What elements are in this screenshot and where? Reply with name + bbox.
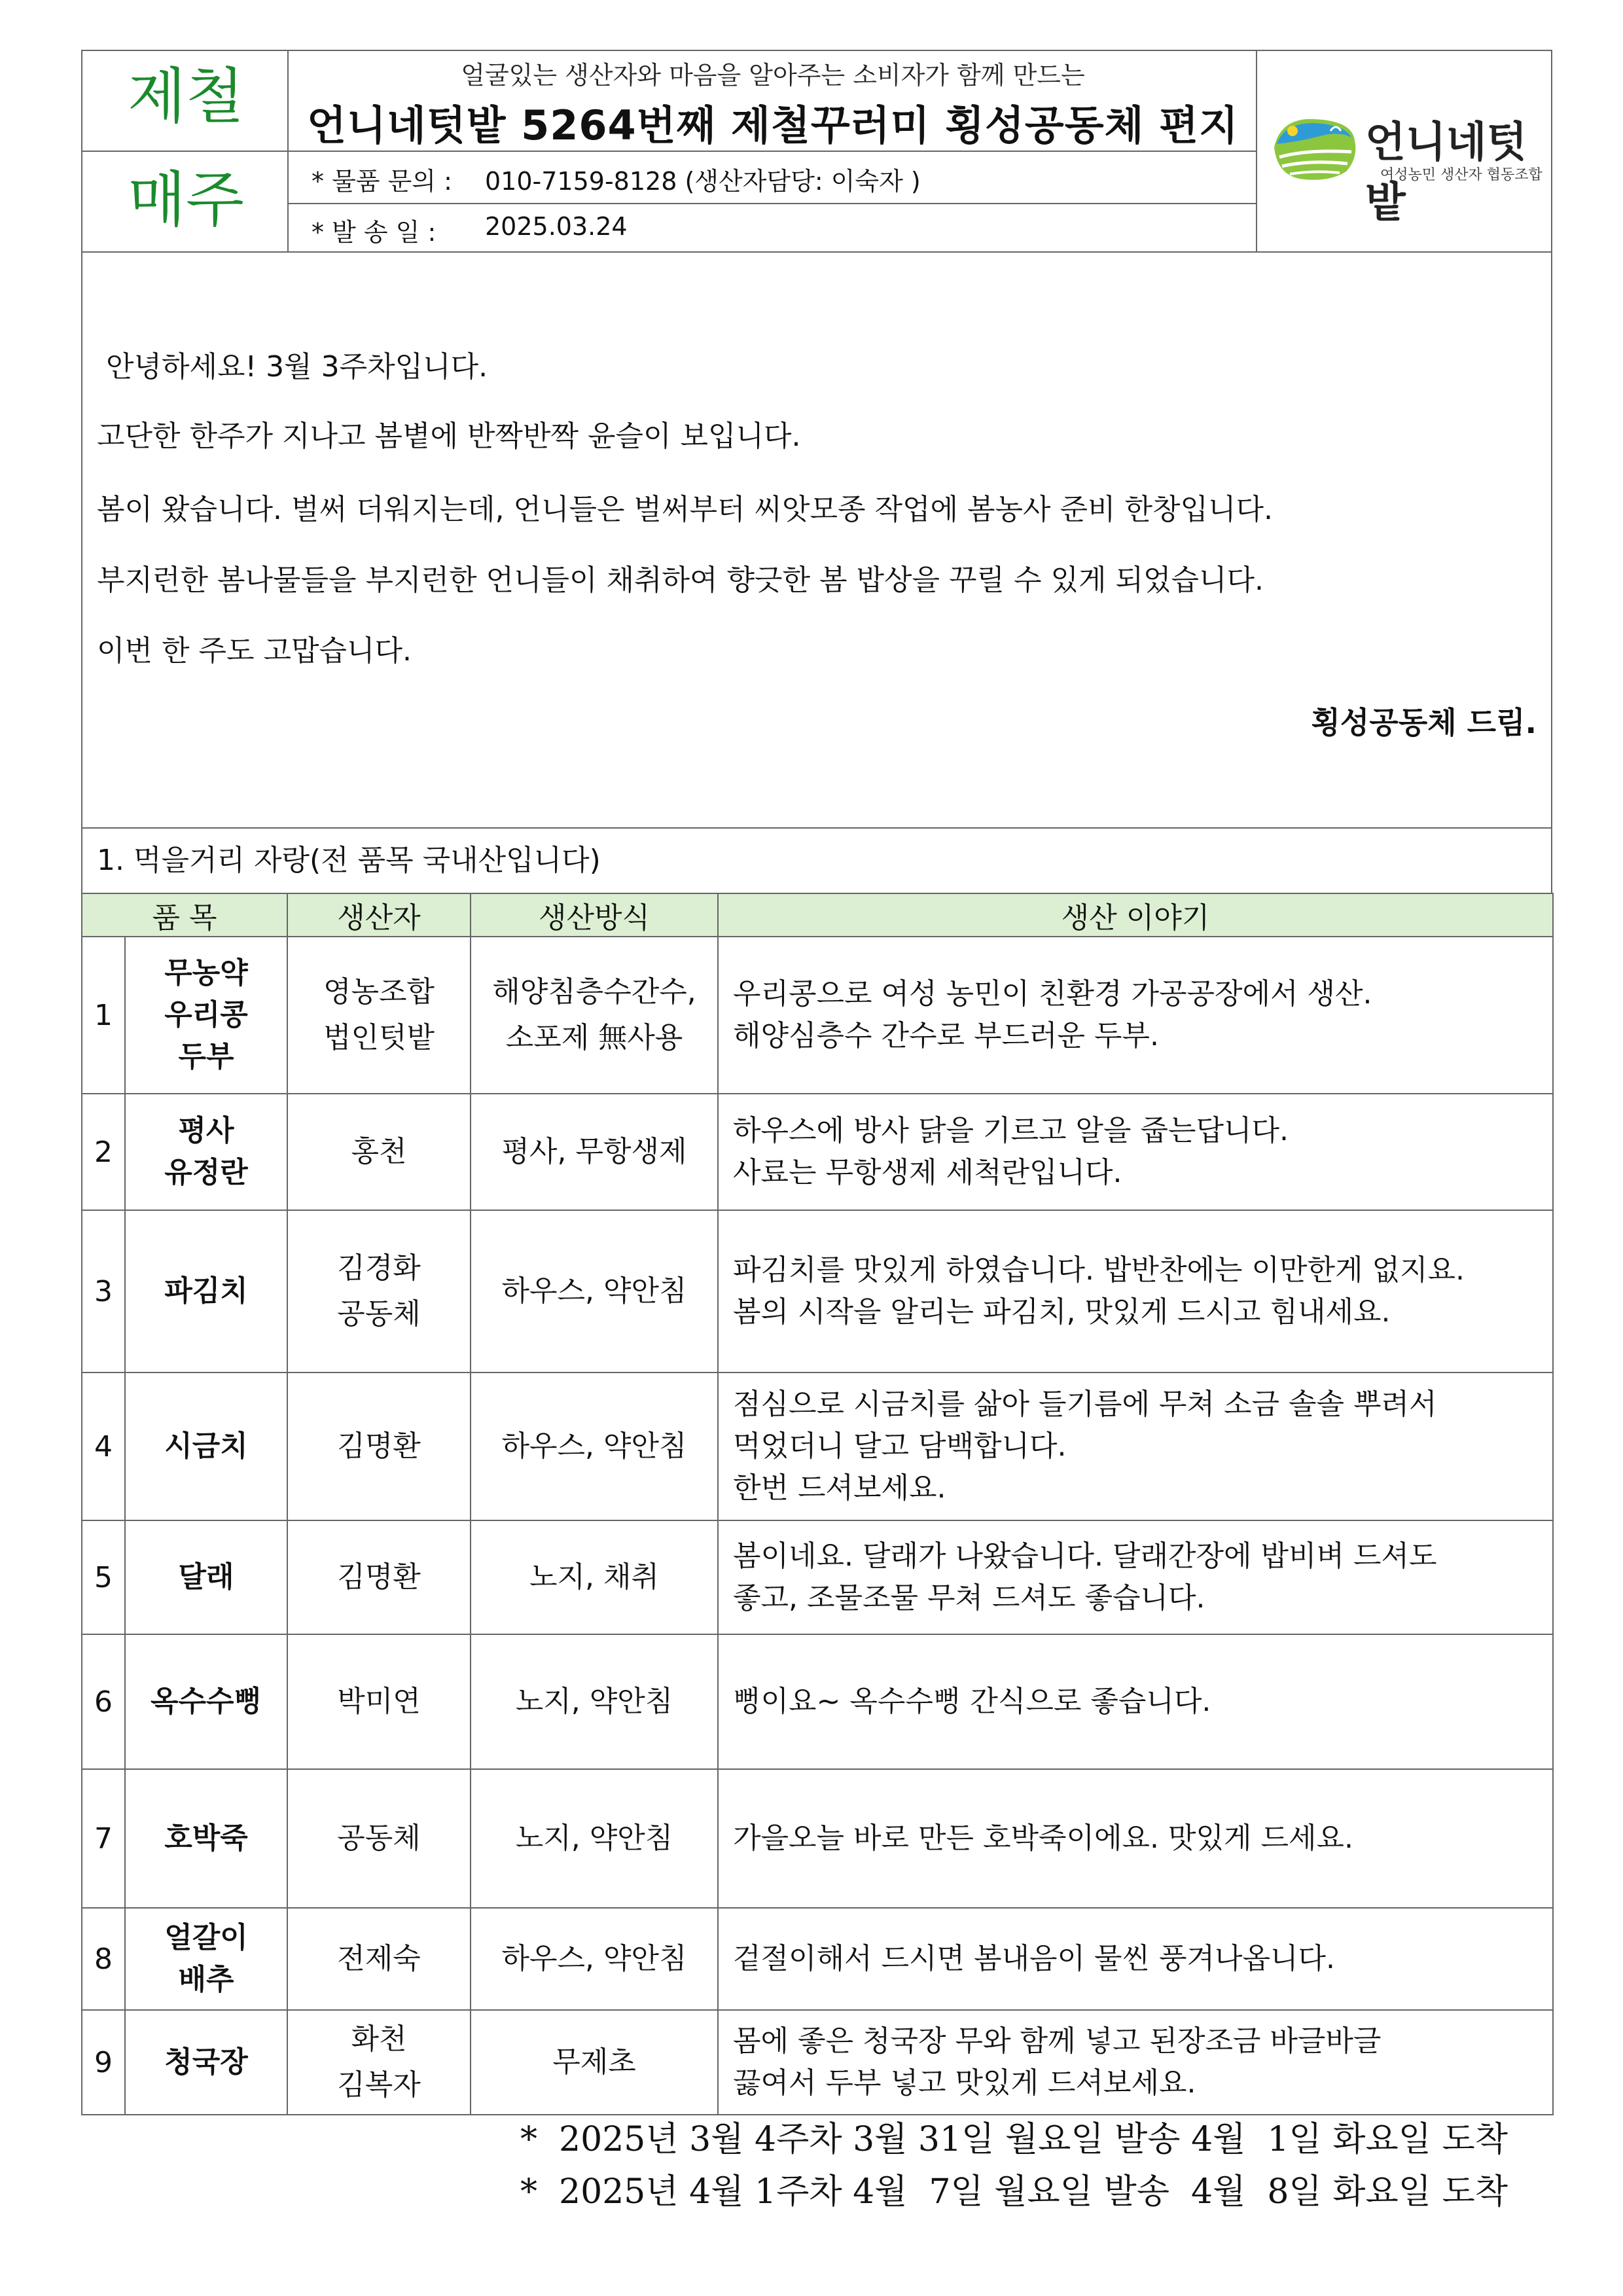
letter-signoff: 횡성공동체 드림.: [1311, 705, 1537, 740]
row-number: 9: [82, 2010, 125, 2115]
badge-bottom: 매주: [128, 165, 244, 235]
row-number: 5: [82, 1520, 125, 1634]
table-row: [82, 1094, 1553, 1210]
item-name: [125, 1634, 287, 1769]
method-line: 해양침층수간수,: [492, 975, 696, 1009]
story-line: 좋고, 조물조물 무쳐 드셔도 좋습니다.: [733, 1581, 1205, 1615]
item-name-line: 얼갈이: [164, 1921, 248, 1955]
item-name: [125, 1094, 287, 1210]
item-name: [125, 1210, 287, 1372]
producer: [287, 1210, 471, 1372]
story-line: 봄의 시작을 알리는 파김치, 맛있게 드시고 힘내세요.: [733, 1295, 1391, 1329]
story-line: 겉절이해서 드시면 봄내음이 물씬 풍겨나옵니다.: [733, 1942, 1336, 1976]
story-line: 파김치를 맛있게 하였습니다. 밥반찬에는 이만한게 없지요.: [733, 1253, 1465, 1287]
goods-table: [81, 893, 1554, 2115]
method-line: 하우스, 약안침: [501, 1274, 687, 1308]
item-name: [125, 2010, 287, 2115]
producer-line: 홍천: [351, 1134, 407, 1168]
letter-header: [81, 50, 1552, 253]
column-header-story: 생산 이야기: [718, 893, 1553, 937]
item-name-line: 파김치: [164, 1274, 248, 1308]
letter-body: [81, 253, 1552, 829]
producer-line: 김경화: [337, 1251, 421, 1285]
production-story: [718, 1769, 1553, 1908]
method-line: 노지, 약안침: [515, 1684, 673, 1718]
story-line: 한번 드셔보세요.: [733, 1471, 946, 1505]
producer-line: 화천: [351, 2022, 407, 2056]
producer: [287, 1372, 471, 1520]
production-story: [718, 1372, 1553, 1520]
producer: [287, 1520, 471, 1634]
item-name-line: 우리콩: [164, 998, 248, 1032]
badge-top: 제철: [128, 62, 244, 132]
row-number: 6: [82, 1634, 125, 1769]
table-row: [82, 1634, 1553, 1769]
production-method: [471, 937, 718, 1094]
item-name-line: 호박죽: [164, 1821, 248, 1856]
production-method: [471, 1769, 718, 1908]
ship-date-value: 2025.03.24: [485, 212, 628, 241]
producer-line: 법인텃밭: [323, 1021, 435, 1054]
story-line: 해양심층수 간수로 부드러운 두부.: [733, 1019, 1159, 1052]
story-line: 봄이네요. 달래가 나왔습니다. 달래간장에 밥비벼 드셔도: [733, 1539, 1437, 1573]
producer-line: 공동체: [337, 1297, 421, 1331]
column-header-item: 품 목: [82, 893, 287, 937]
logo-subtitle: 여성농민 생산자 협동조합: [1380, 167, 1543, 183]
inquiry-value: 010-7159-8128 (생산자담당: 이숙자 ): [485, 167, 921, 196]
producer-line: 전제숙: [337, 1941, 421, 1975]
producer: [287, 1908, 471, 2010]
item-name: [125, 1908, 287, 2010]
field-logo-icon: [1268, 111, 1359, 183]
brand-logo: [1257, 51, 1553, 254]
producer-line: 김복자: [337, 2068, 421, 2102]
table-row: [82, 1372, 1553, 1520]
table-row: [82, 937, 1553, 1094]
producer-line: 김명환: [337, 1560, 421, 1594]
shipping-note: * 2025년 4월 1주차 4월 7일 월요일 발송 4월 8일 화요일 도착: [520, 2172, 1508, 2212]
row-number: 4: [82, 1372, 125, 1520]
story-line: 가을오늘 바로 만든 호박죽이에요. 맛있게 드세요.: [733, 1821, 1353, 1856]
table-row: [82, 1210, 1553, 1372]
row-number: 2: [82, 1094, 125, 1210]
method-line: 평사, 무항생제: [501, 1134, 687, 1168]
table-row: [82, 1520, 1553, 1634]
row-number: 7: [82, 1769, 125, 1908]
table-row: [82, 2010, 1553, 2115]
producer: [287, 2010, 471, 2115]
letter-line: 안녕하세요! 3월 3주차입니다.: [106, 350, 488, 384]
item-name-line: 유정란: [164, 1156, 248, 1189]
story-line: 뻥이요~ 옥수수뻥 간식으로 좋습니다.: [733, 1685, 1211, 1719]
production-story: [718, 2010, 1553, 2115]
method-line: 노지, 약안침: [515, 1821, 673, 1855]
item-name: [125, 937, 287, 1094]
story-line: 끓여서 두부 넣고 맛있게 드셔보세요.: [733, 2066, 1196, 2100]
method-line: 소포제 無사용: [505, 1021, 683, 1054]
production-story: [718, 1908, 1553, 2010]
item-name-line: 평사: [178, 1114, 234, 1148]
item-name-line: 달래: [178, 1560, 234, 1594]
item-name: [125, 1372, 287, 1520]
item-name-line: 청국장: [164, 2045, 248, 2079]
row-number: 3: [82, 1210, 125, 1372]
row-number: 8: [82, 1908, 125, 2010]
logo-name: 언니네텃밭: [1365, 118, 1527, 227]
production-method: [471, 1908, 718, 2010]
method-line: 하우스, 약안침: [501, 1429, 687, 1463]
column-header-producer: 생산자: [287, 893, 471, 937]
producer: [287, 1094, 471, 1210]
production-story: [718, 1210, 1553, 1372]
producer: [287, 1769, 471, 1908]
letter-line: 부지런한 봄나물들을 부지런한 언니들이 채취하여 향긋한 봄 밥상을 꾸릴 수 있게 되었습니다.: [97, 564, 1264, 597]
item-name-line: 옥수수뻥: [150, 1685, 262, 1719]
table-header-row: [82, 893, 1553, 937]
production-method: [471, 2010, 718, 2115]
header-subtitle: 얼굴있는 생산자와 마음을 알아주는 소비자가 함께 만드는: [461, 61, 1085, 90]
story-line: 우리콩으로 여성 농민이 친환경 가공공장에서 생산.: [733, 977, 1372, 1011]
production-story: [718, 1634, 1553, 1769]
section-title: 1. 먹을거리 자랑(전 품목 국내산입니다): [81, 829, 1552, 893]
table-row: [82, 1769, 1553, 1908]
shipping-note: * 2025년 3월 4주차 3월 31일 월요일 발송 4월 1일 화요일 도착: [520, 2120, 1508, 2159]
column-header-method: 생산방식: [471, 893, 718, 937]
letter-line: 고단한 한주가 지나고 봄볕에 반짝반짝 윤슬이 보입니다.: [97, 420, 801, 453]
inquiry-label: * 물품 문의 :: [312, 167, 452, 196]
producer-line: 공동체: [337, 1821, 421, 1855]
producer: [287, 937, 471, 1094]
table-row: [82, 1908, 1553, 2010]
production-story: [718, 937, 1553, 1094]
producer-line: 영농조합: [323, 975, 435, 1009]
letter-line: 봄이 왔습니다. 벌써 더워지는데, 언니들은 벌써부터 씨앗모종 작업에 봄농사 준비 한창입니다.: [97, 493, 1273, 526]
production-method: [471, 1372, 718, 1520]
producer-line: 김명환: [337, 1429, 421, 1463]
method-line: 노지, 채취: [529, 1560, 659, 1594]
production-method: [471, 1210, 718, 1372]
page-title: 언니네텃밭 5264번째 제철꾸러미 횡성공동체 편지: [307, 101, 1239, 149]
row-number: 1: [82, 937, 125, 1094]
method-line: 하우스, 약안침: [501, 1941, 687, 1975]
item-name: [125, 1769, 287, 1908]
item-name: [125, 1520, 287, 1634]
item-name-line: 두부: [178, 1039, 234, 1073]
production-story: [718, 1094, 1553, 1210]
story-line: 점심으로 시금치를 삶아 들기름에 무쳐 소금 솔솔 뿌려서: [733, 1388, 1437, 1422]
item-name-line: 시금치: [164, 1429, 248, 1463]
producer: [287, 1634, 471, 1769]
producer-line: 박미연: [337, 1684, 421, 1718]
item-name-line: 배추: [178, 1963, 234, 1996]
ship-date-label: * 발 송 일 :: [312, 218, 437, 247]
story-line: 하우스에 방사 닭을 기르고 알을 줍는답니다.: [733, 1114, 1289, 1148]
story-line: 몸에 좋은 청국장 무와 함께 넣고 된장조금 바글바글: [733, 2024, 1382, 2058]
story-line: 먹었더니 달고 담백합니다.: [733, 1429, 1067, 1463]
production-method: [471, 1520, 718, 1634]
letter-line: 이번 한 주도 고맙습니다.: [97, 634, 412, 668]
item-name-line: 무농약: [164, 956, 248, 990]
production-method: [471, 1094, 718, 1210]
production-story: [718, 1520, 1553, 1634]
production-method: [471, 1634, 718, 1769]
story-line: 사료는 무항생제 세척란입니다.: [733, 1156, 1122, 1189]
method-line: 무제초: [552, 2045, 636, 2079]
